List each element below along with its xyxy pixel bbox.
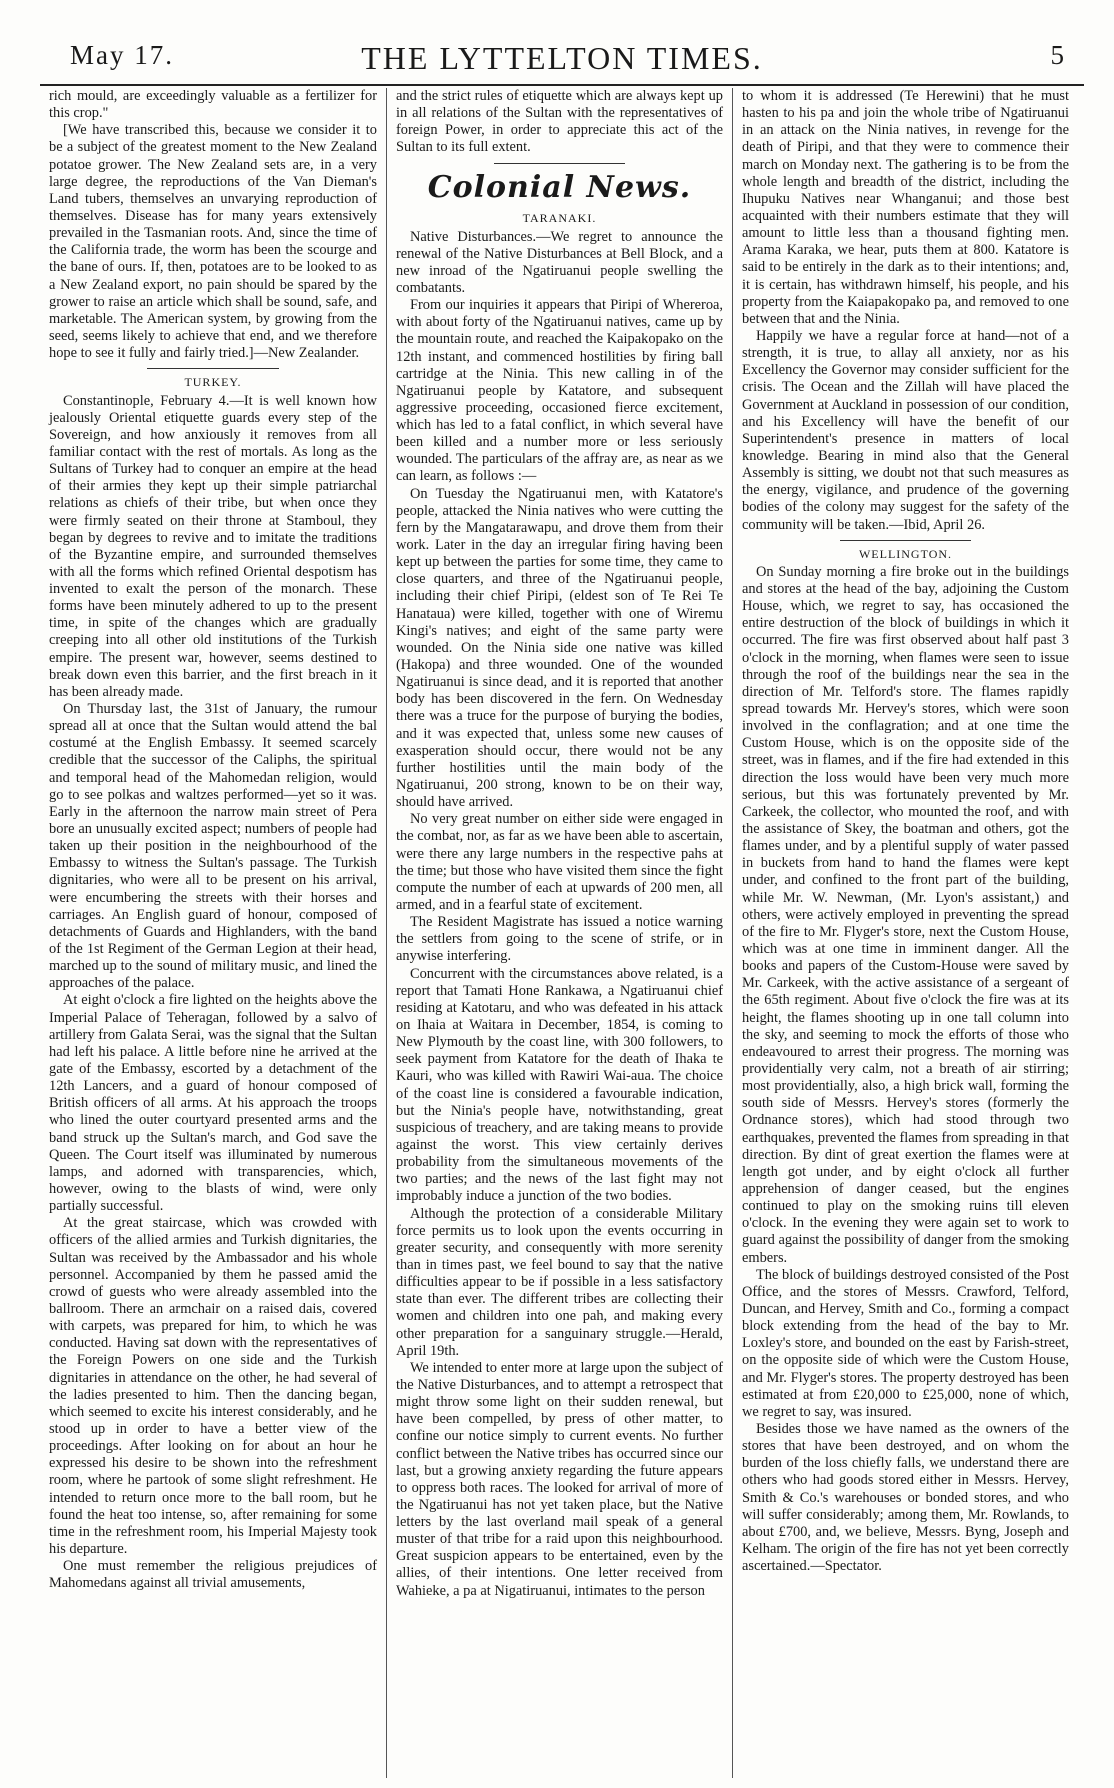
paragraph: Although the protection of a considerable Military force permits us to look upon the events occurring in greater security, and consequently with more serenity than in times past, we feel bound to say that the native difficulties appear to be if possible in a less satisfactory state than ever. The different tribes are collecting their women and children into one pah, and making every other preparation for a sanguinary struggle.—Herald, April 19th. (396, 1205, 723, 1359)
divider (147, 368, 278, 369)
paragraph: We intended to enter more at large upon the subject of the Native Disturbances, and to attempt a retrospect that might throw some light on their sudden renewal, but have been compelled, by press of other matter, to confine our notice simply to current events. No further conflict between the Native tribes has occurred since our last, but a growing anxiety regarding the future appears to oppress both races. The looked for arrival of more of the Ngatiruanui has not yet taken place, but the Native letters by the last overland mail speak of a general muster of that tribe for a raid upon this neighbourhood. Great suspicion appears to be entertained, even by the allies, of their intentions. One letter received from Wahieke, a pa at Nigatiruanui, intimates to the person (396, 1359, 723, 1599)
column-2 (386, 88, 732, 1778)
paragraph: The block of buildings destroyed consisted of the Post Office, and the stores of Messrs. Crawford, Telford, Duncan, and Hervey, Smith and Co., forming a compact block extending from the head of the bay to Mr. Loxley's store, and bounded on the east by Farish-street, on the opposite side of which were the Custom House, and Mr. Flyger's stores. The property destroyed has been estimated at from £20,000 to £25,000, none of which, we regret to say, was insured. (742, 1266, 1069, 1420)
paragraph: Constantinople, February 4.—It is well known how jealously Oriental etiquette guards every step of the Sovereign, and how anxiously it removes from all familiar contact with the rest of mortals. As long as the Sultans of Turkey had to conquer an empire at the head of their armies they kept up their simple patriarchal relations as chiefs of their tribe, but when once they were firmly seated on their throne at Stamboul, they began by degrees to revive and to imitate the traditions of the Byzantine empire, and surrounded themselves with all the forms which refined Oriental despotism has invented to exalt the person of the monarch. These forms have been minutely adhered to up to the present time, in spite of the changes which are gradually creeping into all other old institutions of the Turkish empire. The present war, however, seems destined to break down even this barrier, and the first breach in it has been already made. (49, 392, 377, 700)
paragraph: On Thursday last, the 31st of January, the rumour spread all at once that the Sultan would attend the bal costumé at the English Embassy. It seemed scarcely credible that the successor of the Caliphs, the spiritual and temporal head of the Mahomedan religion, would go to see polkas and waltzes performed—yet so it was. Early in the afternoon the narrow main street of Pera bore an unusually excited aspect; numbers of people had taken up their position in the neighbourhood of the Embassy to witness the Sultan's passage. The Turkish dignitaries, who were all to be present on his arrival, were encumbering the streets with their horses and carriages. An English guard of honour, composed of detachments of Guards and Highlanders, with the band of the 1st Regiment of the German Legion at their head, marched up to the sound of military music, and lined the approaches of the palace. (49, 701, 377, 992)
issue-date: May 17. (70, 40, 174, 70)
section-heading-wellington: WELLINGTON. (858, 546, 953, 561)
paragraph: Besides those we have named as the owners of the stores that have been destroyed, and on whom the burden of the loss chiefly falls, we understand there are others who had goods stored either in Messrs. Hervey, Smith & Co.'s warehouses or bonded stores, and who will suffer considerably; among them, Mr. Rowlands, to about £700, and, we believe, Messrs. Byng, Joseph and Kelham. The origin of the fire has not yet been correctly ascertained.—Spectator. (742, 1420, 1069, 1575)
paragraph: At the great staircase, which was crowded with officers of the allied armies and Turkish dignitaries, the Sultan was received by the Ambassador and his whole personnel. Accompanied by them he passed amid the crowd of guests who were already assembled into the ballroom. There an armchair on a raised dais, covered with carpets, was prepared for him, to which he was conducted. Having sat down with the representatives of the Foreign Powers on one side and the Turkish dignitaries in attendance on the other, he had several of the ladies presented to him. Then the dancing began, which seemed to excite his interest considerably, and he stood up in order to have a better view of the proceedings. After looking on for about an hour he expressed his desire to be shown into the refreshment room, where he partook of some slight refreshment. He intended to return once more to the ball room, but he found the heat too intense, so, after remaining for some time in the refreshment room, his Imperial Majesty took his departure. (49, 1215, 377, 1557)
paragraph: rich mould, are exceedingly valuable as a fertilizer for this crop." (49, 88, 377, 122)
divider (840, 540, 971, 541)
article-columns (40, 88, 1080, 1778)
paragraph: to whom it is addressed (Te Herewini) that he must hasten to his pa and join the whole tribe of Ngatiruanui in an attack on the Ninia natives, in revenge for the death of Piripi, and that they were to commence their march on Monday next. The gathering is to be from the whole length and breadth of the district, including the Ihupuku Natives near Whanganui; and those best acquainted with their numbers estimate that they will amount to little less than a thousand fighting men. Arama Karaka, we hear, puts them at 800. Katatore is said to be entirely in the dark as to their intentions; and, it is certain, has withdrawn himself, his people, and his property from the Kaiapakopako pa, and removed to one between that and the Ninia. (742, 88, 1069, 327)
newspaper-title: THE LYTTELTON TIMES. (361, 40, 763, 76)
column-1 (40, 88, 386, 1778)
section-heading-turkey: TURKEY. (184, 375, 242, 390)
paragraph: On Sunday morning a fire broke out in the buildings and stores at the head of the bay, adjoining the Custom House, which, we regret to say, has occasioned the entire destruction of the block of buildings in which it occurred. The fire was first observed about half past 3 o'clock in the morning, when flames were seen to issue through the roof of the buildings near the sea in the direction of Mr. Telford's store. The flames rapidly spread towards Mr. Hervey's stores, which were soon involved in the conflagration; and at one time the Custom House, which is on the opposite side of the street, was in flames, and if the fire had extended in this direction the loss would have been very much more serious, but this was fortunately prevented by Mr. Carkeek, the collector, who mounted the roof, and with the assistance of Skey, the boatman and others, got the flames under, and by a plentiful supply of water passed in buckets from hand to hand the flames were kept under, and confined to the front part of the building, while Mr. W. Newman, (Mr. Lyon's assistant,) and others, were actively employed in preventing the spread of the fire to Mr. Flyger's store, next the Custom House, which was at one time in imminent danger. All the books and papers of the Custom-House were saved by Mr. Carkeek, with the active assistance of a sergeant of the 65th regiment. About five o'clock the fire was at its height, the flames shooting up in one tall column into the sky, and seeming to mock the efforts of those who endeavoured to arrest their progress. The morning was providentially very calm, not a breath of air stirring; most providentially, also, a high brick wall, forming the south side of Messrs. Hervey's stores (formerly the Ordnance stores), which had stood through two earthquakes, prevented the flames from spreading in that direction. By dint of great exertion the flames were at length got under, and by eight o'clock all further apprehension of danger ceased, but the engines continued to play on the smoking ruins till eleven o'clock. In the evening they were again set to work to guard against the possibility of danger from the smoking embers. (742, 563, 1069, 1266)
paragraph: Concurrent with the circumstances above related, is a report that Tamati Hone Rankawa, a Ngatiruanui chief residing at Katotaru, and who was defeated in his attack on Ihaia at Waitara in December, 1854, is coming to New Plymouth by the coast line, with 300 followers, to seek payment from Katatore for the death of Ihaka te Kauri, who was killed with Rawiri Wai-aua. The choice of the coast line is considered a favourable indication, but the Ninia's people have, notwithstanding, great suspicious of treachery, and are taking means to provide against the worst. This view certainly derives probability from the simultaneous movements of the two parties; and the news of the last fight may not improbably induce a junction of the two bodies. (396, 965, 723, 1205)
paragraph: No very great number on either side were engaged in the combat, nor, as far as we have been able to ascertain, were there any large numbers in the respective pahs at the time; but those who have visited them since the fight compute the number of each at upwards of 200 men, all armed, and in a fearful state of excitement. (396, 811, 723, 913)
column-3 (732, 88, 1078, 1778)
paragraph: On Tuesday the Ngatiruanui men, with Katatore's people, attacked the Ninia natives who were cutting the fern by the Mangatarawapu, and drove them from their work. Later in the day an irregular firing having been kept up between the parties for some time, they came to close quarters, and three of the Ngatiruanui people, including their chief Piripi, (eldest son of Te Rei Te Hanataua) were killed, together with one of Wiremu Kingi's natives; and eight of the same party were wounded. On the Ninia side one native was killed (Hakopa) and three wounded. One of the wounded Ngatiruanui is since dead, and it is reported that another body has been discovered in the fern. On Wednesday there was a truce for the purpose of burying the bodies, and it was expected that, unless some new causes of exasperation should occur, there would not be any further hostilities until the main body of the Ngatiruanui, 200 strong, known to be on their way, should have arrived. (396, 485, 723, 811)
divider (494, 163, 625, 164)
paragraph: Happily we have a regular force at hand—not of a strength, it is true, to allay all anxiety, nor as his Excellency the Governor may consider sufficient for the crisis. The Ocean and the Zillah will have placed the Government at Auckland in possession of our condition, and his Excellency will have the benefit of our Superintendent's presence in matters of local knowledge. Bearing in mind also that the General Assembly is sitting, we doubt not that such measures as the energy, vigilance, and prudence of the governing bodies of the colony may suggest for the safety of the community will be taken.—Ibid, April 26. (742, 327, 1069, 533)
paragraph: One must remember the religious prejudices of Mahomedans against all trivial amusements, (49, 1558, 377, 1592)
paragraph: At eight o'clock a fire lighted on the heights above the Imperial Palace of Teheragan, followed by a salvo of artillery from Galata Serai, was the signal that the Sultan had left his palace. A little before nine he arrived at the gate of the Embassy, escorted by a detachment of the 12th Lancers, and a guard of honour composed of British officers of all arms. At his approach the troops who lined the outer courtyard presented arms and the band struck up the Sultan's march, and God save the Queen. The Court itself was illuminated by numerous lamps, and adorned with transparencies, which, however, owing to the blasts of wind, were only partially successful. (49, 992, 377, 1215)
page-number: 5 (1050, 40, 1064, 70)
paragraph: The Resident Magistrate has issued a notice warning the settlers from going to the scene of strife, or in anywise interfering. (396, 914, 723, 965)
paragraph: [We have transcribed this, because we consider it to be a subject of the greatest moment to the New Zealand potatoe grower. The New Zealand sets are, in a very large degree, the reproductions of the Van Dieman's Land tubers, themselves an unvarying reproduction of themselves. Disease has for many years extensively prevailed in the Tasmanian roots. And, since the time of the California trade, the worm has been the scourge and the bane of ours. If, then, potatoes are to be looked to as a New Zealand export, no pain should be spared by the grower to raise an article which shall be sound, safe, and marketable. The American system, by growing from the seed, seems likely to achieve that end, and we therefore hope to see it fully and fairly tried.]—New Zealander. (49, 122, 377, 362)
paragraph: From our inquiries it appears that Piripi of Whereroa, with about forty of the Ngatiruanui natives, came up by the mountain route, and reached the Kaipakopako on the 12th instant, and commenced hostilities by firing ball cartridge at the Ninia. This new calling in of the Ngatiruanui people by Katatore, and subsequent aggressive proceeding, occasioned fierce excitement, which has led to a fatal conflict, in which several have been killed and a number more or less seriously wounded. The particulars of the affray are, as near as we can learn, as follows :— (396, 297, 723, 485)
paragraph: and the strict rules of etiquette which are always kept up in all relations of the Sultan with the representatives of foreign Power, in order to appreciate this act of the Sultan to its full extent. (396, 88, 723, 156)
colonial-news-heading: Colonial News. (427, 169, 692, 205)
paragraph: Native Disturbances.—We regret to announce the renewal of the Native Disturbances at Bell Block, and a new inroad of the Ngatiruanui people swelling the combatants. (396, 228, 723, 296)
masthead (40, 40, 1084, 86)
section-heading-taranaki: TARANAKI. (522, 211, 597, 226)
